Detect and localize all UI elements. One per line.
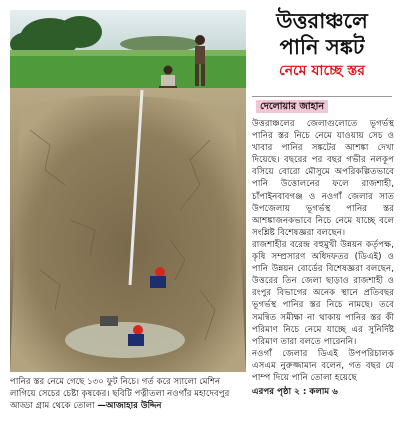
byline: দেলোয়ার জাহান — [256, 100, 328, 113]
paragraph-3: নওগাঁ জেলার ডিএই উপপরিচালক এসএম নুরুজ্জামান বলেন, গত বছর যে পাম্প দিয়ে পানি তোলা হয়েছে — [252, 348, 394, 383]
well-dig-photo — [10, 10, 246, 372]
paragraph-1: উত্তরাঞ্চলের জেলাগুলোতে ভূগর্ভস্থ পানির স্তর নিচে নেমে যাওয়ায় সেচ ও খাবার পানির সঙ্কটের আশঙ্কা দেখা দিয়েছে। বছরের পর বছর গভীর নলকূপ বসিয়ে বোরো মৌসুমে অপরিকল্পিতভাবে পানি উত্তোলনের ফলে রাজশাহী, চাঁপাইনবাবগঞ্জ ও নওগাঁ জেলার সাত উপজেলায় ভূগর্ভস্থ পানির স্তর আশঙ্কাজনকভাবে নিচে নেমে যাচ্ছে বলে সংশ্লিষ্ট বিশেষজ্ঞরা বলছেন। — [252, 119, 394, 238]
photo-credit: —আজাহার উদ্দিন — [97, 401, 162, 411]
headline-line-2: পানি সঙ্কট — [279, 34, 365, 59]
caption-text: পানির স্তর নেমে গেছে ১৩০ ফুট নিচে। গর্ত করে স্যালো মেশিন লাগিয়ে সেচের চেষ্টা কৃষকের। ছবিটি পত্নীতলা নওগাঁর মহাদেবপুর আড্ডা গ্রাম থেকে তোলা — [10, 377, 230, 411]
paragraph-2: রাজশাহীর বরেন্দ্র বহুমুখী উন্নয়ন কর্তৃপক্ষ, কৃষি সম্প্রসারণ অধিদফতর (ডিএই) ও পানি উন্নয়ন বোর্ডের বিশেষজ্ঞরা বলছেন, উত্তরের তিন জেলা ছাড়াও রাজশাহী ও রংপুর বিভাগের অনেক স্থানে প্রতিবছর ভূগর্ভস্থ পানির স্তর নিচে নামছে। তবে সমন্বিত সমীক্ষা না থাকায় পানির স্তর কী পরিমাণ নিচে নেমে যাচ্ছে এর সুনির্দিষ্ট পরিমাণ তারা বলতে পারেননি। — [252, 239, 394, 347]
divider — [252, 96, 392, 97]
subheadline: নেমে যাচ্ছে স্তর — [279, 63, 365, 79]
headline — [252, 8, 392, 80]
continued-jump: এরপর পৃষ্ঠা ২ : কলাম ৬ — [252, 387, 338, 398]
headline-line-1: উত্তরাঞ্চলে — [276, 8, 368, 33]
photo-caption — [10, 376, 246, 412]
news-photo — [10, 10, 246, 372]
article-body — [252, 118, 394, 414]
